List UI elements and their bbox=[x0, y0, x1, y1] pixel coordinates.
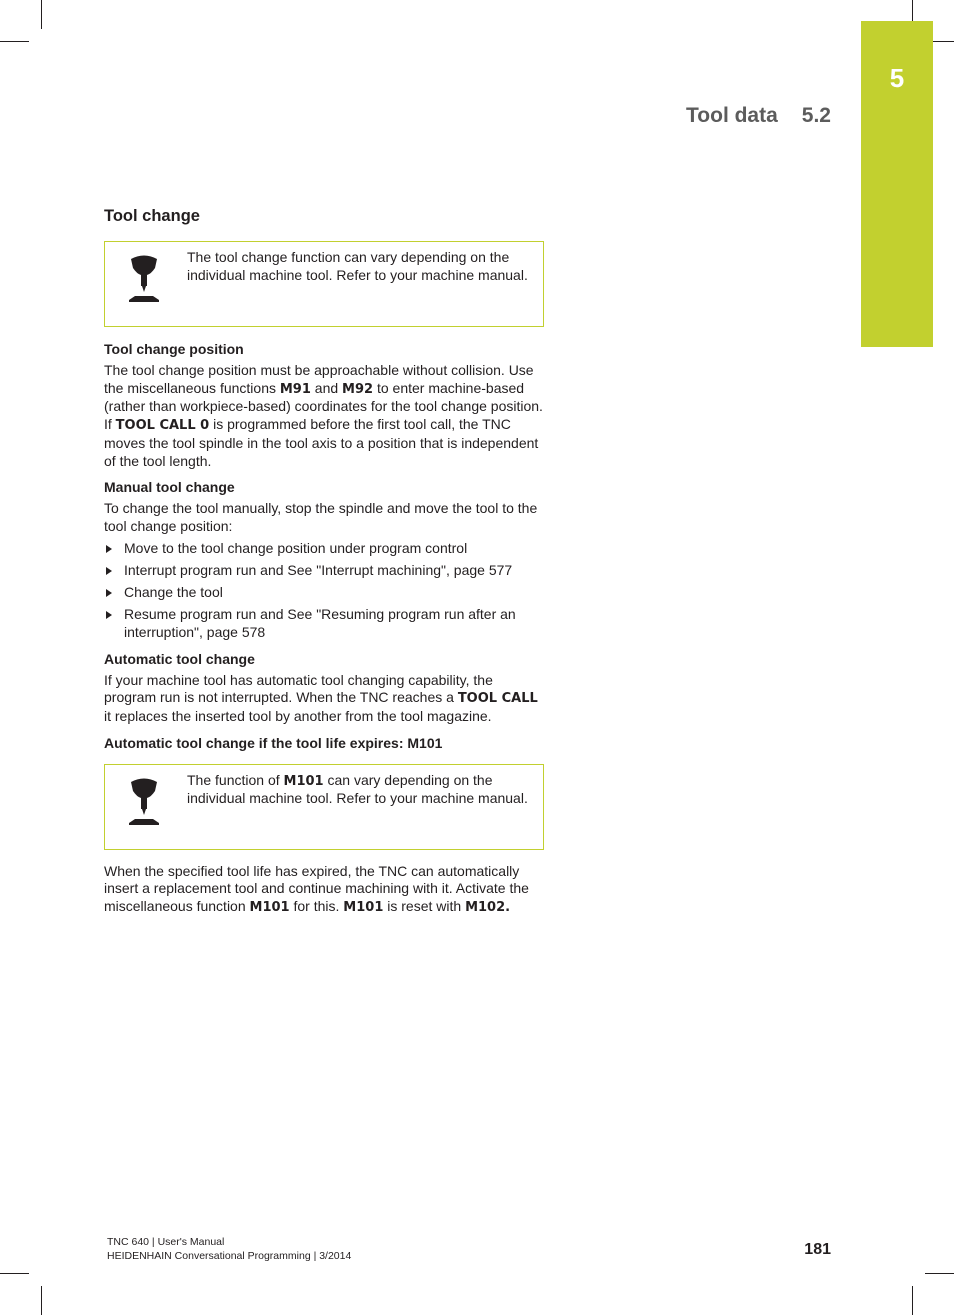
step-text: Resume program run and See "Resuming program run after an interruption", page 578 bbox=[124, 606, 516, 640]
text-run: is reset with bbox=[383, 898, 466, 915]
footer bbox=[107, 1235, 351, 1263]
list-item bbox=[104, 540, 544, 558]
running-head-title: Tool data bbox=[686, 104, 778, 127]
code-tool-call: TOOL CALL bbox=[457, 691, 538, 707]
chapter-number: 5 bbox=[889, 63, 905, 93]
list-item bbox=[104, 562, 544, 580]
text-run: it replaces the inserted tool by another from the tool magazine. bbox=[104, 708, 492, 725]
section-title: Tool change bbox=[104, 207, 200, 225]
text-run: to enter machine-based (rather than workpiece-based) coordinates for the tool change position. If bbox=[104, 379, 543, 433]
arrow-right-icon bbox=[106, 589, 112, 597]
list-item bbox=[104, 584, 544, 602]
text-run: The function of bbox=[187, 771, 284, 788]
crop-mark bbox=[912, 1286, 913, 1315]
crop-mark bbox=[925, 1273, 954, 1274]
text-run: for this. bbox=[289, 898, 344, 915]
code-tool-call-0: TOOL CALL 0 bbox=[115, 418, 210, 434]
arrow-right-icon bbox=[106, 545, 112, 553]
crop-mark bbox=[0, 1273, 29, 1274]
heading-m101: Automatic tool change if the tool life expires: M101 bbox=[104, 734, 443, 751]
step-list bbox=[104, 540, 544, 642]
note-text: The tool change function can vary depending on the individual machine tool. Refer to your machine manual. bbox=[187, 249, 528, 283]
text-run: can vary depending on the individual machine tool. Refer to your machine manual. bbox=[187, 771, 528, 807]
code-m102: M102. bbox=[465, 900, 511, 916]
running-head bbox=[686, 104, 831, 128]
text-run: The tool change position must be approachable without collision. Use the miscellaneous functions bbox=[104, 362, 534, 396]
text-run: and bbox=[310, 379, 343, 396]
paragraph-m101 bbox=[104, 863, 544, 917]
page-number: 181 bbox=[804, 1241, 831, 1258]
paragraph-automatic-tool-change bbox=[104, 672, 544, 726]
code-m92: M92 bbox=[342, 381, 374, 397]
footer-manual-title: TNC 640 | User's Manual bbox=[107, 1236, 225, 1248]
machine-note bbox=[104, 764, 544, 850]
code-m101: M101 bbox=[249, 900, 290, 916]
heading-manual-tool-change: Manual tool change bbox=[104, 479, 235, 496]
arrow-right-icon bbox=[106, 567, 112, 575]
machine-tool-spindle-icon bbox=[125, 777, 163, 827]
main-content bbox=[104, 205, 544, 925]
running-head-section: 5.2 bbox=[801, 104, 831, 127]
step-text: Interrupt program run and See "Interrupt machining", page 577 bbox=[124, 561, 513, 578]
step-text: Move to the tool change position under program control bbox=[124, 539, 468, 556]
note-text bbox=[187, 772, 531, 808]
paragraph-tool-change-position bbox=[104, 362, 544, 470]
machine-note bbox=[104, 241, 544, 327]
chapter-tab bbox=[861, 21, 933, 347]
footer-publication: HEIDENHAIN Conversational Programming | 3/2014 bbox=[107, 1250, 352, 1262]
paragraph-manual-intro: To change the tool manually, stop the spindle and move the tool to the tool change position: bbox=[104, 500, 538, 534]
heading-tool-change-position: Tool change position bbox=[104, 341, 244, 357]
crop-mark bbox=[0, 41, 29, 42]
crop-mark bbox=[41, 1286, 42, 1315]
code-m101: M101 bbox=[343, 900, 384, 916]
heading-automatic-tool-change: Automatic tool change bbox=[104, 650, 255, 667]
machine-tool-spindle-icon bbox=[125, 254, 163, 304]
list-item bbox=[104, 606, 544, 641]
text-run: When the specified tool life has expired, the TNC can automatically insert a replacement tool and continue machining with it. Activate the miscellaneous function bbox=[104, 862, 529, 915]
step-text: Change the tool bbox=[124, 584, 223, 601]
arrow-right-icon bbox=[106, 611, 112, 619]
text-run: is programmed before the first tool call, the TNC moves the tool spindle in the tool axis to a position that is independent of the tool length. bbox=[104, 416, 539, 469]
code-m101: M101 bbox=[283, 773, 324, 789]
text-run: If your machine tool has automatic tool changing capability, the program run is not interrupted. When the TNC reaches a bbox=[104, 671, 493, 706]
crop-mark bbox=[41, 0, 42, 29]
code-m91: M91 bbox=[279, 381, 311, 397]
